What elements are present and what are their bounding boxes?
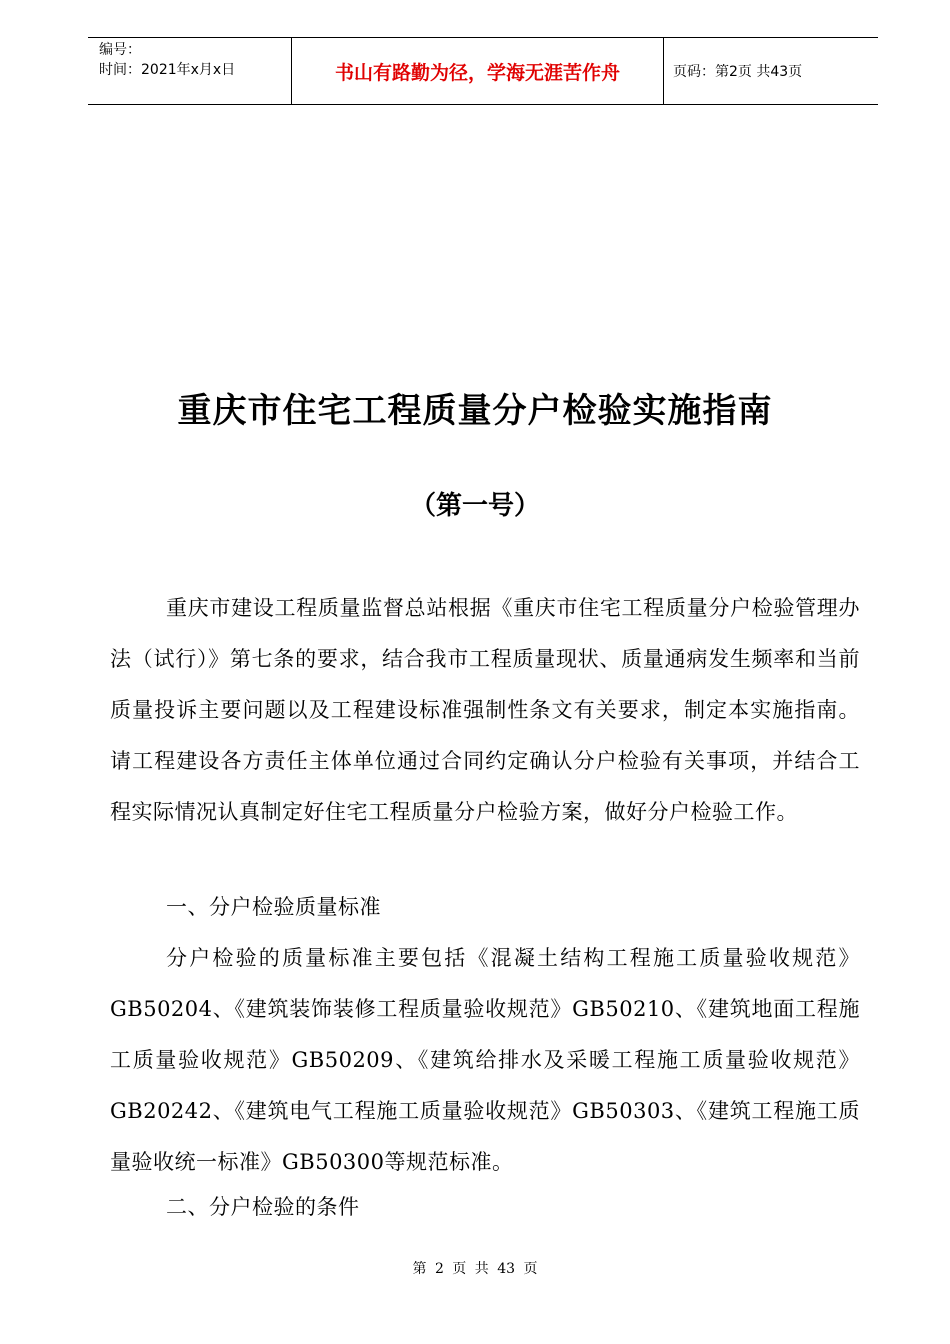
intro-paragraph: 重庆市建设工程质量监督总站根据《重庆市住宅工程质量分户检验管理办法（试行）》第七条的要求，结合我市工程质量现状、质量通病发生频率和当前质量投诉主要问题以及工程建设标准强制性条文有关要求，制定本实施指南。请工程建设各方责任主体单位通过合同约定确认分户检验有关事项，并结合工程实际情况认真制定好住宅工程质量分户检验方案，做好分户检验工作。 xyxy=(110,596,860,824)
section-1-heading: 一、分户检验质量标准 xyxy=(166,895,381,919)
header-meta xyxy=(88,38,291,104)
section-2-heading: 二、分户检验的条件 xyxy=(166,1195,360,1219)
document-date: 时间：2021年x月x日 xyxy=(99,62,236,78)
page-footer: 第 2 页 共 43 页 xyxy=(412,1261,538,1277)
document-subtitle: （第一号） xyxy=(409,491,540,521)
document-title: 重庆市住宅工程质量分户检验实施指南 xyxy=(177,391,773,431)
document-number-label: 编号： xyxy=(99,42,141,58)
section-1-paragraph: 分户检验的质量标准主要包括《混凝土结构工程施工质量验收规范》GB50204、《建筑装饰装修工程质量验收规范》GB50210、《建筑地面工程施工质量验收规范》GB50209、《建筑给排水及采暖工程施工质量验收规范》GB20242、《建筑电气工程施工质量验收规范》GB50303、《建筑工程施工质量验收统一标准》GB50300等规范标准。 xyxy=(110,946,860,1174)
header-motto: 书山有路勤为径，学海无涯苦作舟 xyxy=(291,38,664,104)
page-header xyxy=(88,37,878,105)
header-page-info: 页码：第2页 共43页 xyxy=(673,64,803,80)
